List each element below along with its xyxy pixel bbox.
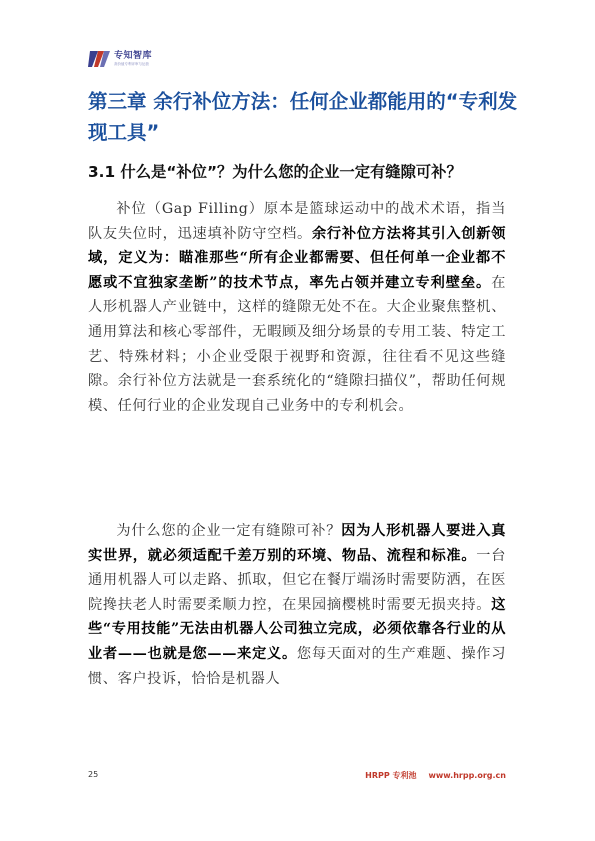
footer-url[interactable]: www.hrpp.org.cn <box>428 771 506 780</box>
section-title: 3.1 什么是“补位”？为什么您的企业一定有缝隙可补？ <box>88 163 462 181</box>
logo-mark-icon <box>88 49 110 69</box>
p1-text-1: 补位（Gap Filling）原本是篮球运动中的战术术语，指当队友失位时，迅速填补防守空档。 <box>88 201 506 242</box>
paragraph-1 <box>88 197 506 418</box>
chapter-title: 第三章 余行补位方法：任何企业都能用的“专利发现工具” <box>88 90 518 144</box>
p2-bold-1: 因为人形机器人要进入真实世界，就必须适配千差万别的环境、物品、流程和标准。 <box>88 523 506 564</box>
p1-text-2: 在人形机器人产业链中，这样的缝隙无处不在。大企业聚焦整机、通用算法和核心零部件，无暇顾及细分场景的专用工装、特定工艺、特殊材料；小企业受限于视野和资源，往往看不见这些缝隙。余行补位方法就是一套系统化的“缝隙扫描仪”，帮助任何规模、任何行业的企业发现自己业务中的专利机会。 <box>88 274 506 414</box>
p1-bold-1: 余行补位方法将其引入创新领域，定义为：瞄准那些“所有企业都需要、但任何单一企业都不愿或不宜独家垄断”的技术节点，率先占领并建立专利壁垒。 <box>88 225 506 291</box>
logo-subtitle: 高价值专利评审与运营 <box>114 61 149 66</box>
logo <box>88 49 152 69</box>
logo-name: 专知智库 <box>114 50 153 61</box>
p2-text-1: 为什么您的企业一定有缝隙可补？ <box>116 523 342 539</box>
p2-bold-2: 这些“专用技能”无法由机器人公司独立完成，必须依靠各行业的从业者——也就是您——来定义。 <box>88 596 506 662</box>
paragraph-2 <box>88 519 506 691</box>
page-number: 25 <box>88 770 99 779</box>
footer-brand-name: HRPP 专利池 <box>365 771 417 780</box>
p2-text-3: 您每天面对的生产难题、操作习惯、客户投诉，恰恰是机器人 <box>88 645 506 687</box>
footer-brand <box>365 770 506 781</box>
p2-text-2: 一台通用机器人可以走路、抓取，但它在餐厅端汤时需要防洒，在医院搀扶老人时需要柔顺力控，在果园摘樱桃时需要无损夹持。 <box>88 547 507 613</box>
